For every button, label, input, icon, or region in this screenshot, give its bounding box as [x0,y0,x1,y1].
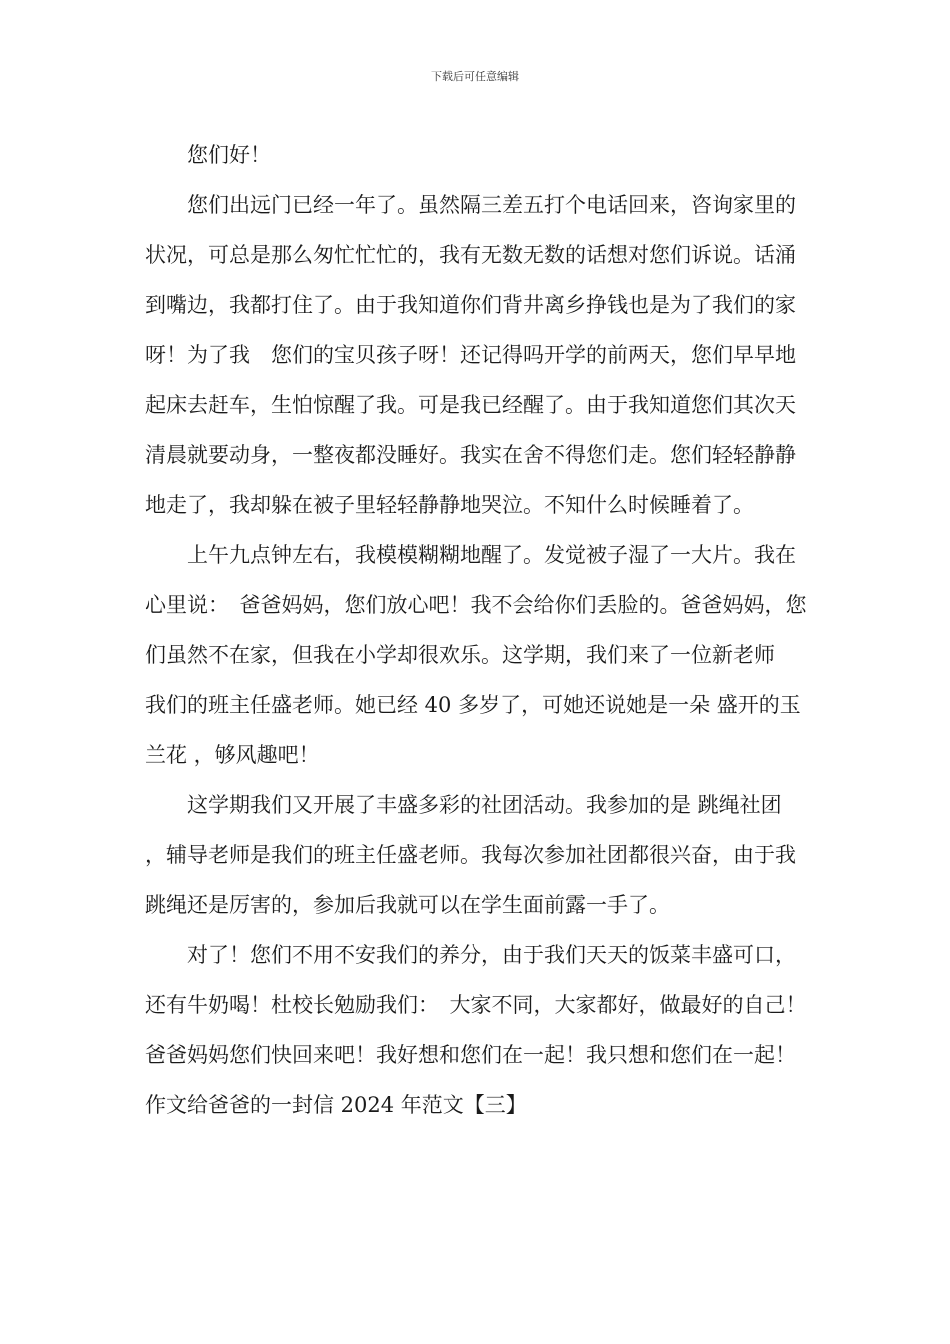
paragraph-3: 这学期我们又开展了丰盛多彩的社团活动。我参加的是 跳绳社团 ，辅导老师是我们的班主任盛老师。我每次参加社团都很兴奋，由于我跳绳还是厉害的，参加后我就可以在学生面前露一手了。 [145,793,796,917]
paragraph-4: 对了！您们不用不安我们的养分，由于我们天天的饭菜丰盛可口，还有牛奶喝！杜校长勉励我们： 大家不同，大家都好，做最好的自己！ 爸爸妈妈您们快回来吧！我好想和您们在一起！我只想和您们在一起！ [145,943,828,1067]
letter-body [145,130,828,1130]
paragraph-1: 您们出远门已经一年了。虽然隔三差五打个电话回来，咨询家里的状况，可总是那么匆忙忙忙的，我有无数无数的话想对您们诉说。话涌到嘴边，我都打住了。由于我知道你们背井离乡挣钱也是为了我们的家呀！为了我 您们的宝贝孩子呀！还记得吗开学的前两天，您们早早地起床去赶车，生怕惊醒了我。可是我已经醒了。由于我知道您们其次天清晨就要动身，一整夜都没睡好。我实在舍不得您们走。您们轻轻静静地走了，我却躲在被子里轻轻静静地哭泣。不知什么时候睡着了。 [145,193,796,517]
paragraph-2: 上午九点钟左右，我模模糊糊地醒了。发觉被子湿了一大片。我在心里说： 爸爸妈妈，您们放心吧！我不会给你们丢脸的。爸爸妈妈，您们虽然不在家，但我在小学却很欢乐。这学期，我们来了一位新老师 我们的班主任盛老师。她已经 40 多岁了，可她还说她是一朵 盛开的玉兰花 ，够风趣吧！ [145,543,807,767]
paragraph-greeting: 您们好！ [187,143,271,167]
section-heading: 作文给爸爸的一封信 2024 年范文【三】 [145,1093,527,1117]
page-header: 下载后可任意编辑 [431,70,519,83]
